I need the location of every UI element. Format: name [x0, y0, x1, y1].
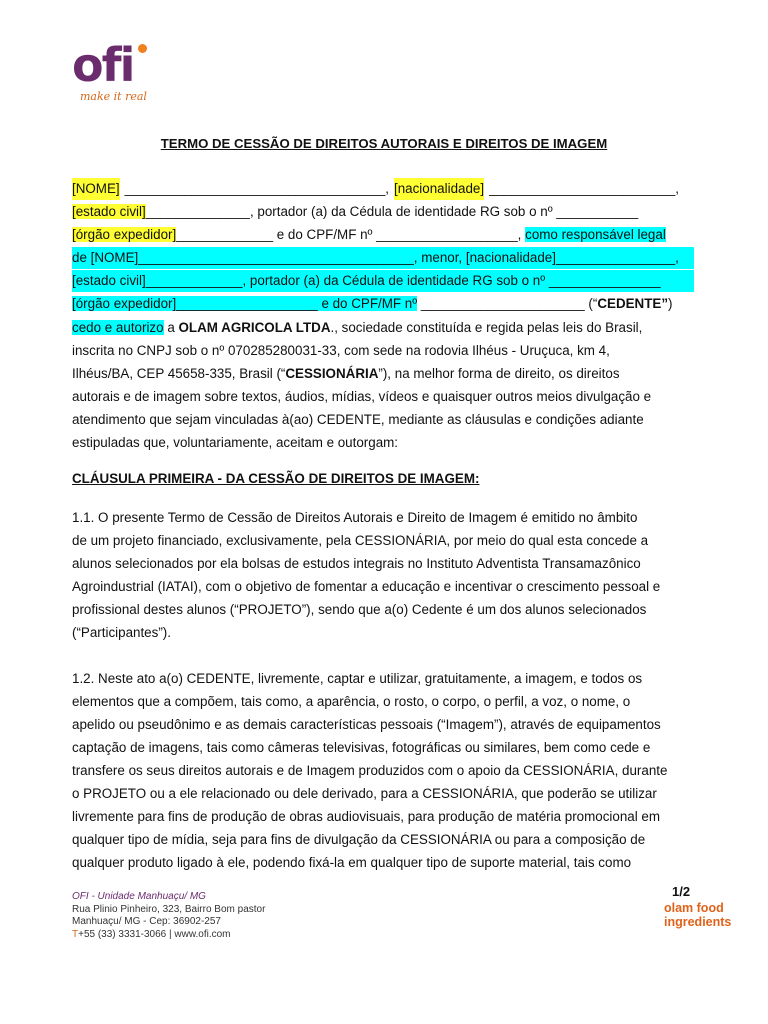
intro-line-8: inscrita no CNPJ sob o nº 070285280031-33, com sede na rodovia Ilhéus - Uruçuca, km 4, — [72, 343, 610, 358]
document-title: TERMO DE CESSÃO DE DIREITOS AUTORAIS E DIREITOS DE IMAGEM — [160, 136, 608, 151]
text-run: Ilhéus/BA, CEP 45658-335, Brasil (“ — [72, 366, 286, 381]
footer-phone: +55 (33) 3331-3066 | www.ofi.com — [78, 928, 231, 940]
intro-line-3 — [72, 224, 694, 246]
field-issuer: [órgão expedidor] — [72, 227, 177, 242]
clause-title: CLÁUSULA PRIMEIRA - DA CESSÃO DE DIREITOS DE IMAGEM: — [72, 471, 480, 486]
page-number: 1/2 — [672, 884, 691, 899]
blank: ___________________________________, — [124, 181, 389, 196]
intro-line-10: autorais e de imagem sobre textos, áudios, mídias, vídeos e quaisquer outros meios divulgação e — [72, 389, 652, 404]
p12-line: elementos que a compõem, tais como, a aparência, o rosto, o corpo, o perfil, a voz, o nome, o — [72, 694, 631, 709]
p12-line: qualquer tipo de mídia, seja para fins de divulgação da CESSIONÁRIA ou para a composição de — [72, 832, 646, 847]
text-run: ______________, portador (a) da Cédula de identidade RG sob o nº ___________ — [145, 204, 639, 219]
field-civil-status: [estado civil] — [72, 204, 146, 219]
p12-line: livremente para fins de produção de obras audiovisuais, para produção de matéria promocional em — [72, 809, 661, 824]
p11-line: de um projeto financiado, exclusivamente, pela CESSIONÁRIA, por meio do qual esta concede a — [72, 533, 649, 548]
text-run: a — [167, 320, 175, 335]
intro-line-6 — [72, 293, 694, 315]
cedente-label: CEDENTE” — [597, 296, 669, 311]
text-run: ______________________ (“ — [420, 296, 598, 311]
field-nationality: [nacionalidade] — [394, 178, 484, 200]
p11-line: Agroindustrial (IATAI), com o objetivo de fomentar a educação e incentivar o crescimento pessoal e — [72, 579, 661, 594]
p12-line: transfere os seus direitos autorais e de Imagem produzidos com o apoio da CESSIONÁRIA, durante — [72, 763, 668, 778]
phone-prefix: T — [72, 928, 79, 940]
logo-tagline: make it real — [80, 90, 147, 103]
intro-line-4: de [NOME]_____________________________________, menor, [nacionalidade]________________, — [72, 247, 694, 269]
footer-address-line: Manhuaçu/ MG - Cep: 36902-257 — [72, 916, 221, 927]
intro-line-2 — [72, 201, 694, 223]
brand-line: olam food — [664, 901, 724, 915]
text-run: _____________ e do CPF/MF nº ___________________, — [176, 227, 522, 242]
footer-address-line: Rua Plinio Pinheiro, 323, Bairro Bom pastor — [72, 903, 266, 915]
p12-line: o PROJETO ou a ele relacionado ou dele derivado, para a CESSIONÁRIA, que poderão se utilizar — [72, 786, 657, 801]
p12-line: captação de imagens, tais como câmeras televisivas, fotográficas ou similares, bem como cede e — [72, 740, 651, 755]
intro-line-9 — [72, 363, 694, 385]
highlight-run: [órgão expedidor]___________________ e do CPF/MF nº — [72, 296, 418, 311]
highlight-legal-guardian: como responsável legal — [525, 227, 666, 242]
p11-line: profissional destes alunos (“PROJETO”), sendo que a(o) Cedente é um dos alunos selecionados — [72, 602, 647, 617]
brand-line: ingredients — [664, 915, 732, 929]
footer-address — [72, 891, 265, 941]
intro-line-12: estipuladas que, voluntariamente, aceitam e outorgam: — [72, 435, 399, 450]
text-run: ., sociedade constituída e regida pelas leis do Brasil, — [330, 320, 643, 335]
cessionaria-label: CESSIONÁRIA — [285, 366, 379, 381]
blank: _________________________, — [489, 181, 679, 196]
logo-dot-icon — [138, 44, 147, 53]
p11-line: (“Participantes”). — [72, 625, 171, 640]
intro-line-11: atendimento que sejam vinculadas à(ao) CEDENTE, mediante as cláusulas e condições adiante — [72, 412, 644, 427]
highlight-authorize: cedo e autorizo — [72, 320, 164, 335]
footer-contact — [72, 929, 265, 942]
text-run: ”), na melhor forma de direito, os direitos — [378, 366, 620, 381]
ofi-logo — [72, 40, 162, 112]
p11-line: 1.1. O presente Termo de Cessão de Direitos Autorais e Direito de Imagem é emitido no âmbito — [72, 510, 638, 525]
footer-unit: OFI - Unidade Manhuaçu/ MG — [72, 891, 206, 902]
p11-line: alunos selecionados por ela bolsas de estudos integrais no Instituto Adventista Transamazônico — [72, 556, 641, 571]
p12-line: apelido ou pseudônimo e as demais características pessoais (“Imagem”), através de equipamentos — [72, 717, 661, 732]
intro-line-5: [estado civil]_____________, portador (a) da Cédula de identidade RG sob o nº _______________ — [72, 270, 694, 292]
p12-line: 1.2. Neste ato a(o) CEDENTE, livremente, captar e utilizar, gratuitamente, a imagem, e todos os — [72, 671, 643, 686]
field-name: [NOME] — [72, 178, 120, 200]
p12-line: qualquer produto ligado à ele, podendo fixá-la em qualquer tipo de suporte material, tais como — [72, 855, 632, 870]
intro-line-1 — [72, 178, 694, 200]
text-run: ) — [668, 296, 673, 311]
brand-logo — [664, 901, 731, 929]
intro-line-7 — [72, 317, 694, 339]
logo-wordmark: ofi — [72, 38, 134, 92]
company-name: OLAM AGRICOLA LTDA — [178, 320, 331, 335]
